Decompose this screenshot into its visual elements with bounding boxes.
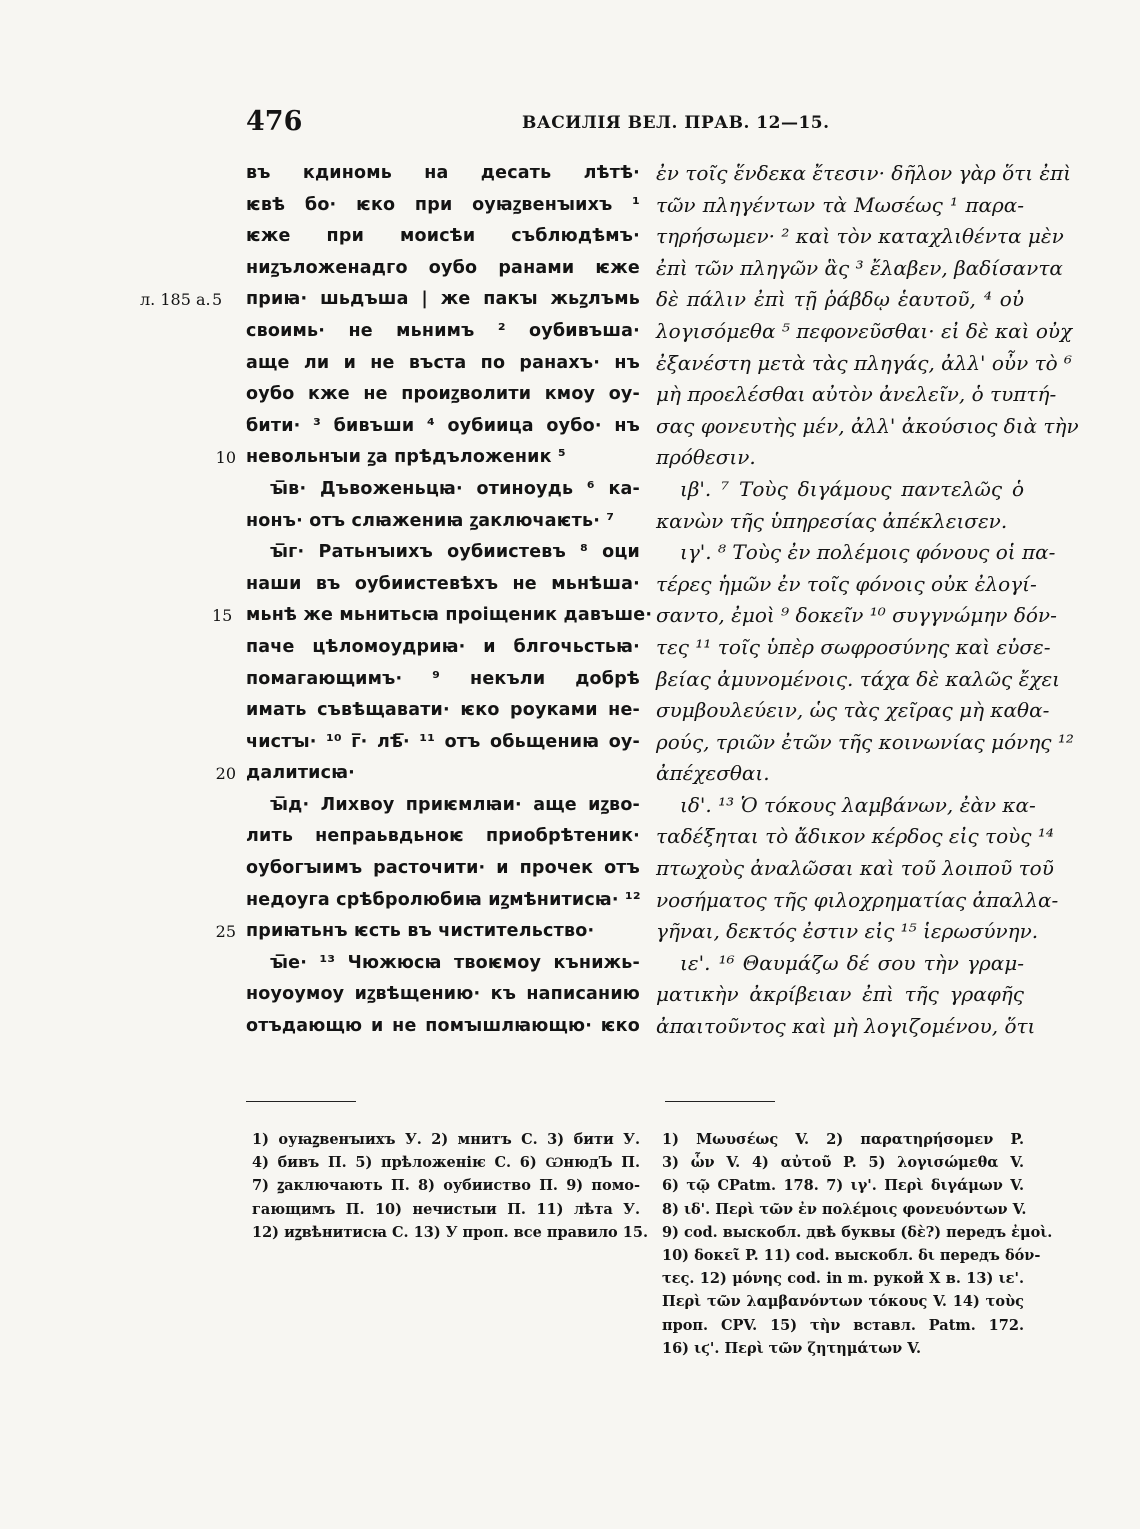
footnote-line: 12) иꙁвѣнитисꙗ С. 13) У проп. все правило 15. (252, 1223, 648, 1241)
text-line (656, 348, 1073, 380)
text-line (246, 474, 640, 506)
text-line (656, 632, 1051, 664)
line-text: ταδέξηται τὸ ἄδικον κέρδος εἰς τοὺς ¹⁴ (656, 824, 1054, 849)
text-line (246, 885, 640, 917)
text-line (656, 569, 1037, 601)
footnote-line: 3) ὧν V. 4) αὐτοῦ P. 5) λογισώμεθα V. (662, 1154, 1024, 1172)
footnote-rule-left (246, 1101, 356, 1102)
line-text: нонъ· отъ слꙗжениꙗ ꙁаключаѥть· ⁷ (246, 510, 615, 531)
line-text: ѥже при моисѣи съблюдѣмъ· (246, 226, 640, 247)
text-line (140, 284, 640, 316)
line-text: ꙑ̅е· ¹³ Чюжюсꙗ твоѥмоу кънижь- (270, 952, 640, 973)
text-line (656, 664, 1061, 696)
line-text: πτωχοὺς ἀναλῶσαι καὶ τοῦ λοιποῦ τοῦ (656, 856, 1054, 881)
line-text: оубогꙑимъ расточити· и прочек отъ (246, 858, 640, 879)
text-line (656, 885, 1059, 917)
text-line (246, 948, 640, 980)
text-line (656, 600, 1057, 632)
text-line (656, 727, 1074, 759)
text-line (656, 695, 1050, 727)
text-line (215, 442, 640, 474)
text-line (656, 284, 1024, 316)
footnote-line: 7) ꙁаключають П. 8) оубииство П. 9) помо- (252, 1177, 640, 1195)
text-line (656, 979, 1024, 1011)
line-text: ιε'. ¹⁶ Θαυμάζω δέ σου τὴν γραμ- (680, 950, 1024, 975)
text-line (246, 727, 640, 759)
footnote-line: 9) cod. выскобл. двѣ буквы (δὲ?) передъ ἐμοὶ. (662, 1223, 1053, 1241)
line-text: въ кдиномь на десать лѣтѣ· (246, 163, 640, 183)
line-text: ꙑ̅д· Лихвоу приѥмлꙗи· аще иꙁво- (270, 794, 640, 815)
text-line (246, 253, 640, 285)
footnote-line: 4) бивъ П. 5) прѣложеніѥ С. 6) ѠнюдЪ П. (252, 1154, 640, 1172)
text-line (656, 506, 1024, 538)
line-text: ἐξανέστη μετὰ τὰς πληγάς, ἀλλ' οὖν τὸ ⁶ (656, 350, 1073, 375)
line-text: далитисꙗ· (246, 763, 356, 784)
text-line (246, 979, 640, 1011)
footnote-line: проп. CPV. 15) τὴν вставл. Patm. 172. (662, 1316, 1024, 1334)
line-text: ἐπὶ τῶν πληγῶν ἃς ³ ἔλαβεν, βαδίσαντα (656, 255, 1063, 280)
page-number: 476 (246, 106, 303, 137)
line-text: ꙑ̅в· Дъвоженьцꙗ· отиноудь ⁶ ка- (270, 478, 640, 499)
text-line (656, 379, 1057, 411)
footnote-line: 10) δοκεῖ P. 11) cod. выскобл. δι передъ δόν- (662, 1246, 1041, 1264)
line-number: 15 (212, 606, 233, 626)
text-line (656, 411, 1079, 443)
line-text: своимь· не мьнимъ ² оубивъша· (246, 320, 640, 341)
line-text: ιδ'. ¹³ Ὁ τόκους λαμβάνων, ἐὰν κα- (680, 792, 1036, 817)
text-line (246, 158, 640, 190)
line-text: приꙗтьнъ ѥсть въ чистительство· (246, 921, 595, 942)
slavonic-column (140, 158, 653, 1043)
line-number: 20 (215, 764, 236, 784)
text-line (656, 1011, 1036, 1043)
line-text: аще ли и не въста по ранахъ· нъ (246, 352, 640, 373)
line-number: 25 (215, 922, 236, 942)
line-text: ꙑ̅г· Ратьнꙑихъ оубиистевъ ⁸ оци (270, 542, 640, 563)
line-text: σαντο, ἐμοὶ ⁹ δοκεῖν ¹⁰ συγγνώμην δόν- (656, 603, 1057, 628)
footnotes-left (252, 1128, 648, 1244)
line-text: δὲ πάλιν ἐπὶ τῇ ῥάβδῳ ἑαυτοῦ, ⁴ οὐ (656, 287, 1024, 312)
line-number: 5 (212, 290, 223, 310)
text-line (246, 790, 640, 822)
line-text: ματικὴν ἀκρίβειαν ἐπὶ τῆς γραφῆς (656, 982, 1024, 1007)
text-line (656, 474, 1024, 506)
footnote-line: 6) τῷ CPatm. 178. 7) ιγ'. Περὶ διγάμων V. (662, 1177, 1024, 1195)
text-line (656, 821, 1054, 853)
line-text: βείας ἀμυνομένοις. τάχα δὲ καλῶς ἔχει (656, 666, 1061, 691)
line-text: ιγ'. ⁸ Τοὺς ἐν πολέμοις φόνους οἱ πα- (680, 540, 1056, 565)
line-text: приꙗ· шьдъша | же пакꙑ жьꙁлъмь (246, 289, 640, 310)
line-text: σας φονευτὴς μέν, ἀλλ' ἀκούσιος διὰ τὴν (656, 413, 1079, 438)
text-line (246, 664, 640, 696)
line-text: λογισόμεθα ⁵ πεφονεῦσθαι· εἰ δὲ καὶ οὐχ (656, 318, 1073, 343)
line-text: невольнꙑи ꙁа прѣдъложеник ⁵ (246, 447, 566, 468)
line-text: мьнѣ же мьнитьсꙗ проіщеник давъше· (246, 605, 653, 626)
footnote-line: Περὶ τῶν λαμβανόντων τόκους V. 14) τοὺς (662, 1293, 1024, 1311)
text-line (656, 253, 1063, 285)
line-text: γῆναι, δεκτός ἐστιν εἰς ¹⁵ ἱερωσύνην. (656, 919, 1039, 944)
line-text: νοσήματος τῆς φιλοχρηματίας ἀπαλλα- (656, 887, 1059, 912)
text-line (246, 821, 640, 853)
footnote-line: 1) Μωυσέως V. 2) παρατηρήσομεν P. (662, 1131, 1024, 1148)
line-text: ἀπέχεσθαι. (656, 761, 770, 786)
line-text: κανὼν τῆς ὑπηρεσίας ἀπέκλεισεν. (656, 508, 1008, 533)
line-text: лить непраьвдьноѥ приобрѣтеник· (246, 826, 640, 847)
text-line (246, 1011, 640, 1043)
text-line (246, 853, 640, 885)
text-line (215, 758, 640, 790)
text-line (656, 221, 1064, 253)
text-line (656, 442, 1024, 474)
text-line (246, 316, 640, 348)
text-line (656, 916, 1039, 948)
text-line (246, 411, 640, 443)
line-text: τες ¹¹ τοῖς ὑπὲρ σωφροσύνης καὶ εὐσε- (656, 634, 1051, 659)
text-line (246, 537, 640, 569)
text-line (246, 190, 640, 222)
text-line (246, 695, 640, 727)
line-text: πρόθεσιν. (656, 445, 756, 470)
line-text: ноуоумоу иꙁвѣщению· къ написанию (246, 984, 640, 1005)
text-line (246, 379, 640, 411)
footnote-line: τες. 12) μόνης cod. in m. рукой X в. 13) ιε'. (662, 1270, 1024, 1288)
text-line (656, 853, 1054, 885)
footnote-line: 8) ιδ'. Περὶ τῶν ἐν πολέμοις φονευόντων V. (662, 1200, 1027, 1218)
footnote-line: 1) оуꙗꙁвенꙑихъ У. 2) мнитъ С. 3) бити У. (252, 1131, 640, 1148)
text-line (215, 916, 640, 948)
text-line (246, 348, 640, 380)
text-line (656, 948, 1024, 980)
footnotes-right (662, 1128, 1053, 1360)
text-line (246, 221, 640, 253)
line-text: τέρες ἡμῶν ἐν τοῖς φόνοις οὐκ ἐλογί- (656, 571, 1037, 596)
footnote-line: 16) ιϛ'. Περὶ τῶν ζητημάτων V. (662, 1339, 921, 1357)
line-text: имать съвѣщавати· ѥко роуками не- (246, 700, 640, 721)
line-text: недоуга срѣбролюбиꙗ иꙁмѣнитисꙗ· ¹² (246, 889, 641, 910)
text-line (656, 316, 1073, 348)
line-text: τηρήσωμεν· ² καὶ τὸν καταχλιθέντα μὲν (656, 224, 1064, 249)
folio-margin-reference: л. 185 а. (140, 290, 211, 310)
text-line (212, 600, 653, 632)
line-text: ἐν τοῖς ἕνδεκα ἔτεσιν· δῆλον γὰρ ὅτι ἐπὶ (656, 161, 1072, 185)
line-text: μὴ προελέσθαι αὐτὸν ἀνελεῖν, ὁ τυπτή- (656, 382, 1057, 407)
text-line (246, 632, 640, 664)
line-text: ѥвѣ бо· ѥко при оуꙗꙁвенꙑихъ ¹ (246, 194, 640, 215)
line-text: ρούς, τριῶν ἐτῶν τῆς κοινωνίας μόνης ¹² (656, 729, 1074, 754)
text-line (656, 790, 1036, 822)
footnote-rule-right (665, 1101, 775, 1102)
line-text: бити· ³ бивъши ⁴ оубиица оубо· нъ (246, 415, 640, 436)
greek-column (656, 158, 1079, 1043)
footnote-line: гающимъ П. 10) нечистыи П. 11) лѣта У. (252, 1200, 640, 1218)
line-text: отъдающю и не помꙑшлꙗющю· ѥко (246, 1016, 640, 1037)
line-text: помагающимъ· ⁹ некъли добрѣ (246, 668, 640, 689)
line-text: ιβ'. ⁷ Τοὺς διγάμους παντελῶς ὁ (680, 476, 1024, 501)
text-line (246, 569, 640, 601)
running-title: ВАСИЛІЯ ВЕЛ. ПРАВ. 12—15. (522, 113, 830, 133)
text-line (656, 190, 1024, 222)
line-number: 10 (215, 448, 236, 468)
text-line (246, 506, 640, 538)
line-text: наши въ оубиистевѣхъ не мьнѣша· (246, 573, 640, 594)
line-text: ниꙁъложенадго оубо ранами ѥже (246, 257, 640, 278)
line-text: чистꙑ· ¹⁰ г̅· лѣ̅· ¹¹ отъ обьщениꙗ оу- (246, 731, 640, 752)
text-line (656, 758, 1024, 790)
line-text: ἀπαιτοῦντος καὶ μὴ λογιζομένου, ὅτι (656, 1014, 1036, 1039)
line-text: оубо кже не проиꙁволити кмоу оу- (246, 384, 640, 405)
text-line (656, 158, 1072, 190)
line-text: συμβουλεύειν, ὡς τὰς χεῖρας μὴ καθα- (656, 698, 1050, 723)
text-line (656, 537, 1056, 569)
line-text: τῶν πληγέντων τὰ Μωσέως ¹ παρα- (656, 192, 1024, 217)
line-text: паче цѣломоудриꙗ· и блгочьстьꙗ· (246, 636, 640, 657)
